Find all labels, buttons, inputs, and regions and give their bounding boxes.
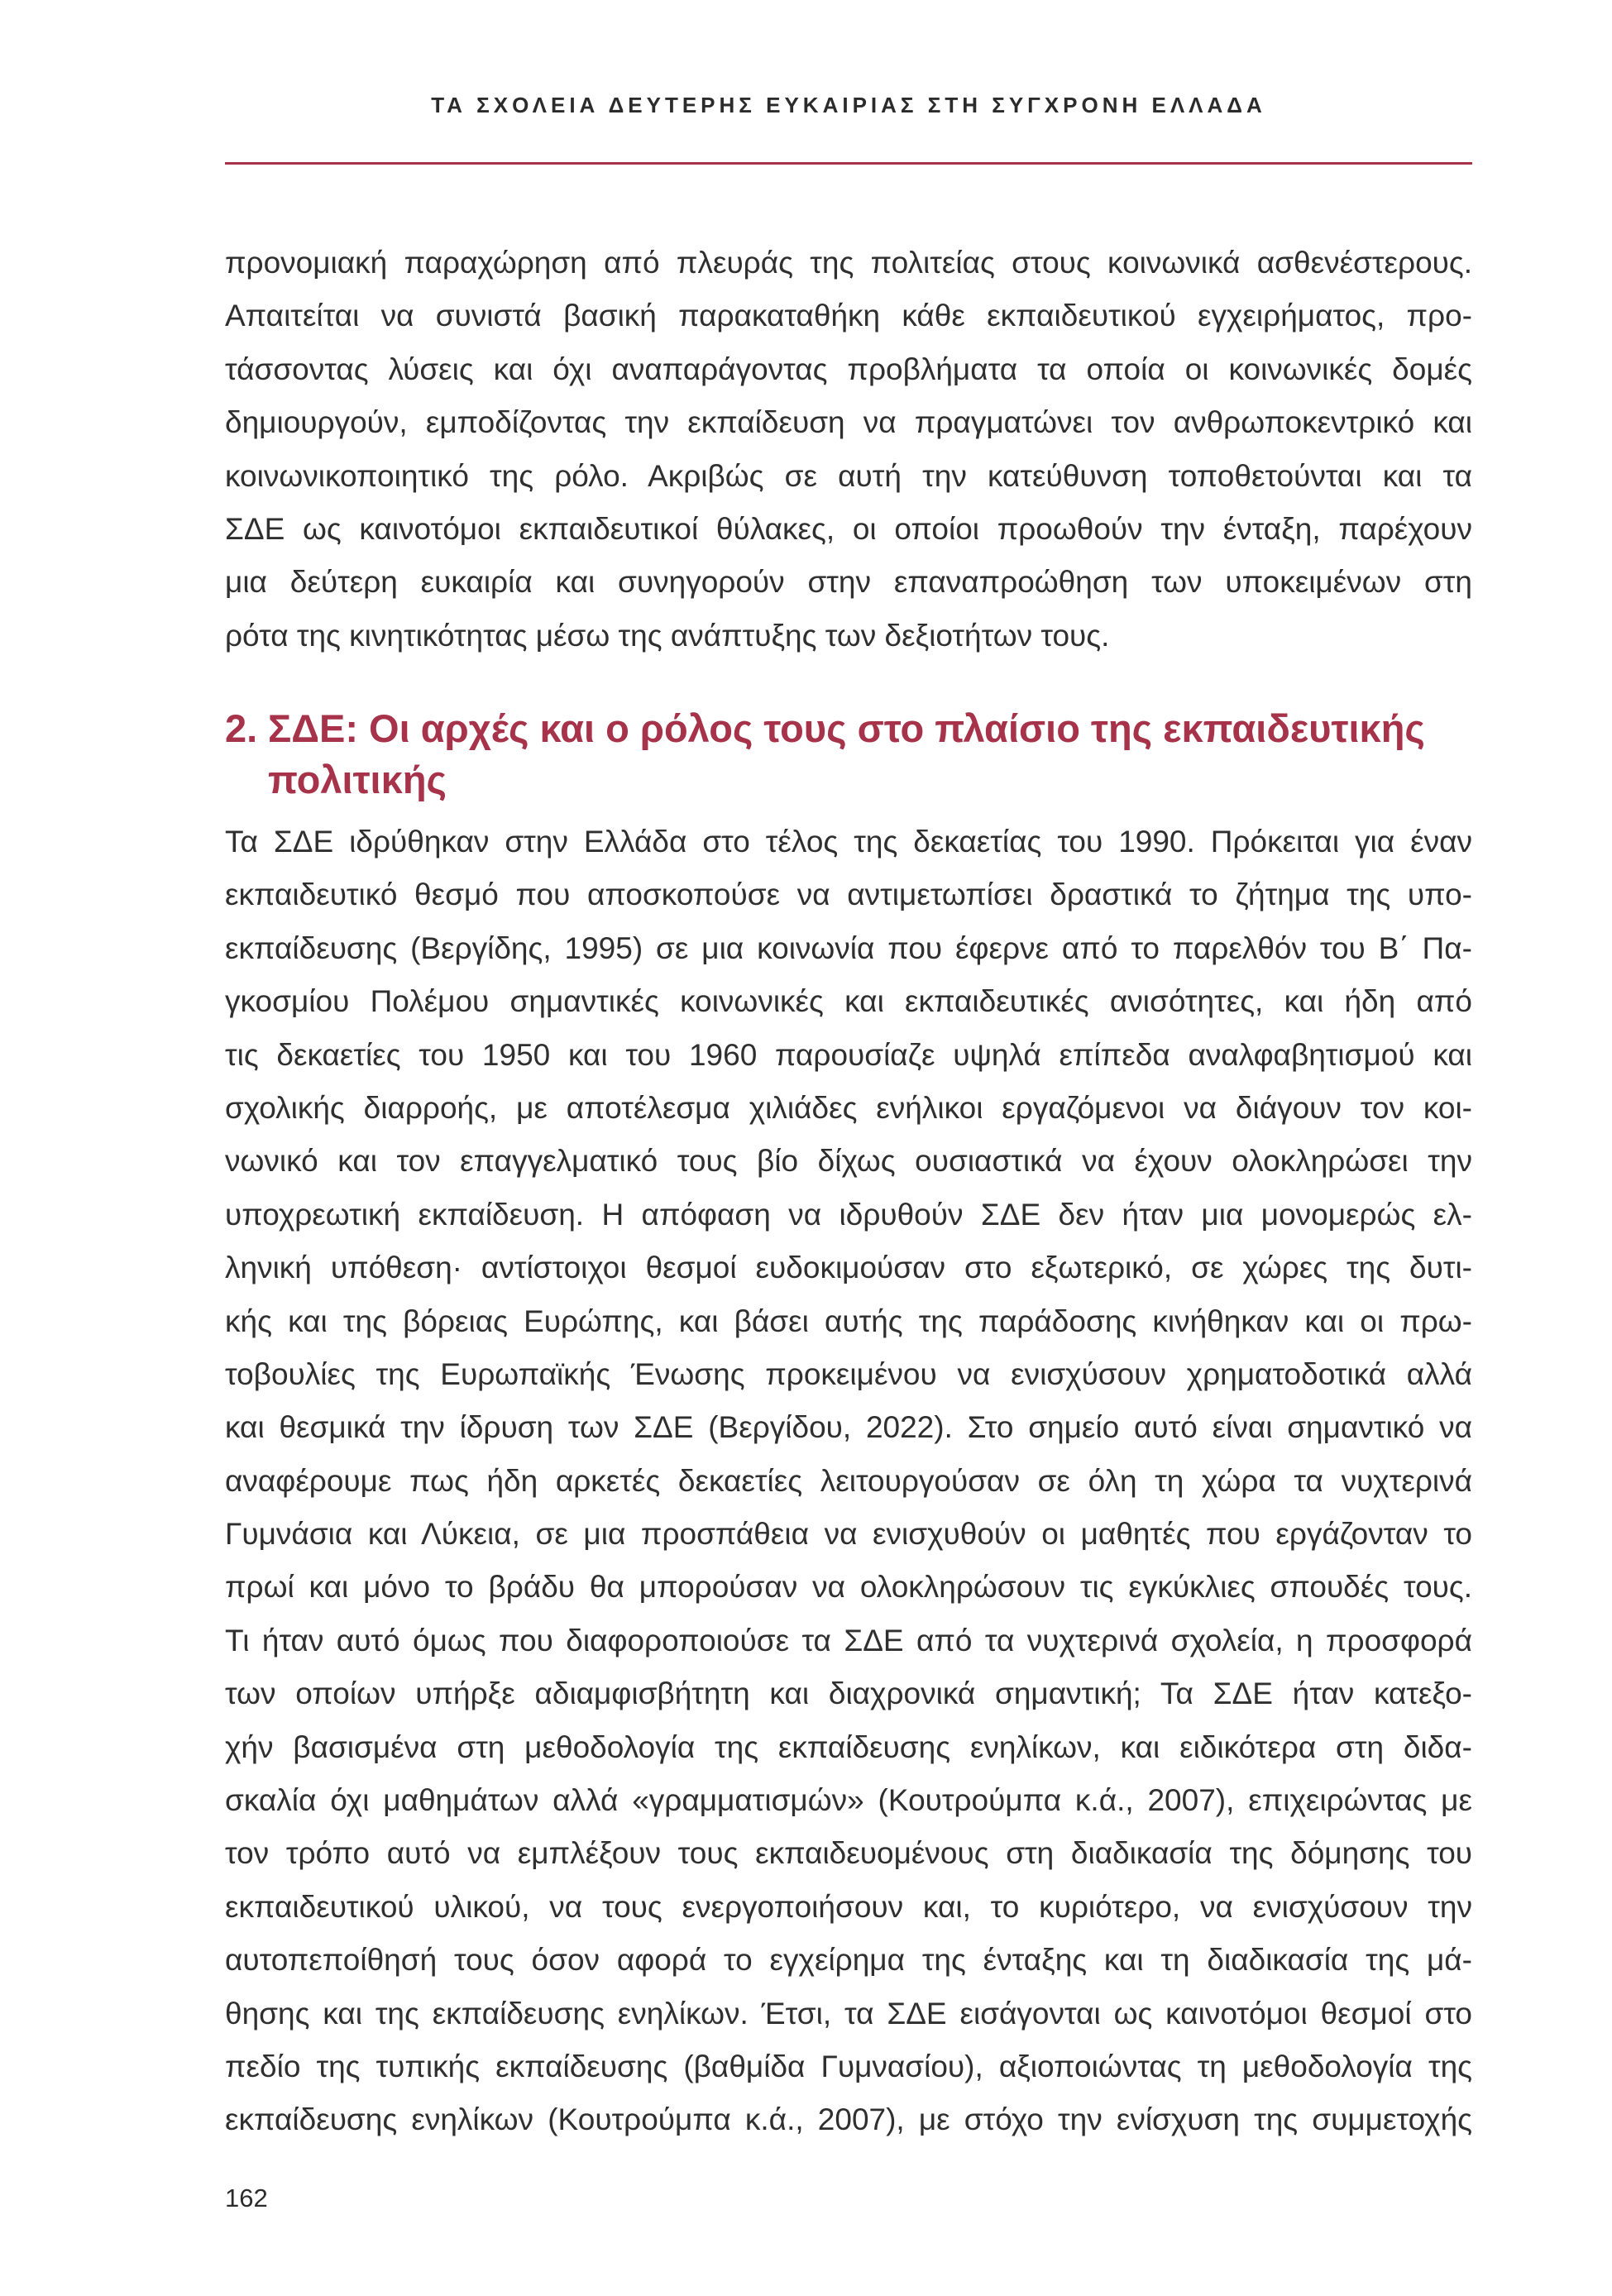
text-line: Απαιτείται να συνιστά βασική παρακαταθήκη κάθε εκπαιδευτικού εγχειρήματος, προ- <box>225 299 1472 333</box>
section-title-line-2: πολιτικής <box>268 758 447 801</box>
text-line: γκοσμίου Πολέμου σημαντικές κοινωνικές και εκπαιδευτικές ανισότητες, και ήδη από <box>225 984 1472 1019</box>
text-line: τον τρόπο αυτό να εμπλέξουν τους εκπαιδευομένους στη διαδικασία της δόμησης του <box>225 1836 1472 1871</box>
text-line: Τι ήταν αυτό όμως που διαφοροποιούσε τα ΣΔΕ από τα νυχτερινά σχολεία, η προσφορά <box>225 1623 1472 1657</box>
section-number: 2. <box>225 706 258 750</box>
text-line: ρότα της κινητικότητας μέσω της ανάπτυξης των δεξιοτήτων τους. <box>225 618 1110 653</box>
text-line: ληνική υπόθεση· αντίστοιχοι θεσμοί ευδοκιμούσαν στο εξωτερικό, σε χώρες της δυτι- <box>225 1251 1472 1285</box>
text-line: ΣΔΕ ως καινοτόμοι εκπαιδευτικοί θύλακες, οι οποίοι προωθούν την ένταξη, παρέχουν <box>225 511 1472 546</box>
text-line: σχολικής διαρροής, με αποτέλεσμα χιλιάδες ενήλικοι εργαζόμενοι να διάγουν τον κοι- <box>225 1090 1472 1125</box>
text-line: υποχρεωτική εκπαίδευση. Η απόφαση να ιδρυθούν ΣΔΕ δεν ήταν μια μονομερώς ελ- <box>225 1197 1472 1232</box>
text-line: κής και της βόρειας Ευρώπης, και βάσει αυτής της παράδοσης κινήθηκαν και οι πρω- <box>225 1303 1472 1338</box>
text-line: χήν βασισμένα στη μεθοδολογία της εκπαίδευσης ενηλίκων, και ειδικότερα στη διδα- <box>225 1729 1472 1764</box>
text-line: μια δεύτερη ευκαιρία και συνηγορούν στην επαναπροώθηση των υποκειμένων στη <box>225 565 1472 600</box>
text-line: αναφέρουμε πως ήδη αρκετές δεκαετίες λειτουργούσαν σε όλη τη χώρα τα νυχτερινά <box>225 1463 1472 1498</box>
text-line: θησης και της εκπαίδευσης ενηλίκων. Έτσι, τα ΣΔΕ εισάγονται ως καινοτόμοι θεσμοί στο <box>225 1996 1472 2031</box>
text-line: τις δεκαετίες του 1950 και του 1960 παρουσίαζε υψηλά επίπεδα αναλφαβητισμού και <box>225 1037 1472 1072</box>
text-line: σκαλία όχι μαθημάτων αλλά «γραμματισμών» (Κουτρούμπα κ.ά., 2007), επιχειρώντας με <box>225 1783 1472 1818</box>
section-heading <box>225 703 1472 806</box>
text-line: εκπαίδευσης ενηλίκων (Κουτρούμπα κ.ά., 2007), με στόχο την ενίσχυση της συμμετοχής <box>225 2102 1472 2137</box>
text-line: κοινωνικοποιητικό της ρόλο. Ακριβώς σε αυτή την κατεύθυνση τοποθετούνται και τα <box>225 458 1472 493</box>
text-line: δημιουργούν, εμποδίζοντας την εκπαίδευση να πραγματώνει τον ανθρωποκεντρικό και <box>225 405 1472 440</box>
text-line: Τα ΣΔΕ ιδρύθηκαν στην Ελλάδα στο τέλος της δεκαετίας του 1990. Πρόκειται για έναν <box>225 825 1472 859</box>
text-line: εκπαιδευτικό θεσμό που αποσκοπούσε να αντιμετωπίσει δραστικά το ζήτημα της υπο- <box>225 878 1472 912</box>
text-line: εκπαιδευτικού υλικού, να τους ενεργοποιήσουν και, το κυριότερο, να ενισχύσουν την <box>225 1889 1472 1924</box>
text-line: Γυμνάσια και Λύκεια, σε μια προσπάθεια να ενισχυθούν οι μαθητές που εργάζονταν το <box>225 1517 1472 1552</box>
text-line: αυτοπεποίθησή τους όσον αφορά το εγχείρημα της ένταξης και τη διαδικασία της μά- <box>225 1943 1472 1978</box>
text-line: και θεσμικά την ίδρυση των ΣΔΕ (Βεργίδου, 2022). Στο σημείο αυτό είναι σημαντικό να <box>225 1410 1472 1445</box>
text-line: τοβουλίες της Ευρωπαϊκής Ένωσης προκειμένου να ενισχύσουν χρηματοδοτικά αλλά <box>225 1356 1472 1391</box>
section-paragraph <box>225 816 1472 2147</box>
text-line: προνομιακή παραχώρηση από πλευράς της πολιτείας στους κοινωνικά ασθενέστερους. <box>225 246 1472 280</box>
text-line: πρωί και μόνο το βράδυ θα μπορούσαν να ολοκληρώσουν τις εγκύκλιες σπουδές τους. <box>225 1570 1472 1605</box>
section-title-line-1: ΣΔΕ: Οι αρχές και ο ρόλος τους στο πλαίσιο της εκπαιδευτικής <box>268 706 1425 750</box>
text-line: πεδίο της τυπικής εκπαίδευσης (βαθμίδα Γυμνασίου), αξιοποιώντας τη μεθοδολογία της <box>225 2049 1472 2083</box>
text-line: τάσσοντας λύσεις και όχι αναπαράγοντας προβλήματα τα οποία οι κοινωνικές δομές <box>225 352 1472 386</box>
header-rule <box>225 162 1472 165</box>
page-number: 162 <box>225 2184 268 2212</box>
running-head: ΤΑ ΣΧΟΛΕΙΑ ΔΕΥΤΕΡΗΣ ΕΥΚΑΙΡΙΑΣ ΣΤΗ ΣΥΓΧΡΟΝΗ ΕΛΛΑΔΑ <box>431 93 1266 117</box>
text-line: εκπαίδευσης (Βεργίδης, 1995) σε μια κοινωνία που έφερνε από το παρελθόν του Β΄ Πα- <box>225 930 1472 965</box>
text-line: νωνικό και τον επαγγελματικό τους βίο δίχως ουσιαστικά να έχουν ολοκληρώσει την <box>225 1144 1472 1179</box>
text-line: των οποίων υπήρξε αδιαμφισβήτητη και διαχρονικά σημαντική; Τα ΣΔΕ ήταν κατεξο- <box>225 1677 1472 1711</box>
paragraph-continued <box>225 237 1472 662</box>
